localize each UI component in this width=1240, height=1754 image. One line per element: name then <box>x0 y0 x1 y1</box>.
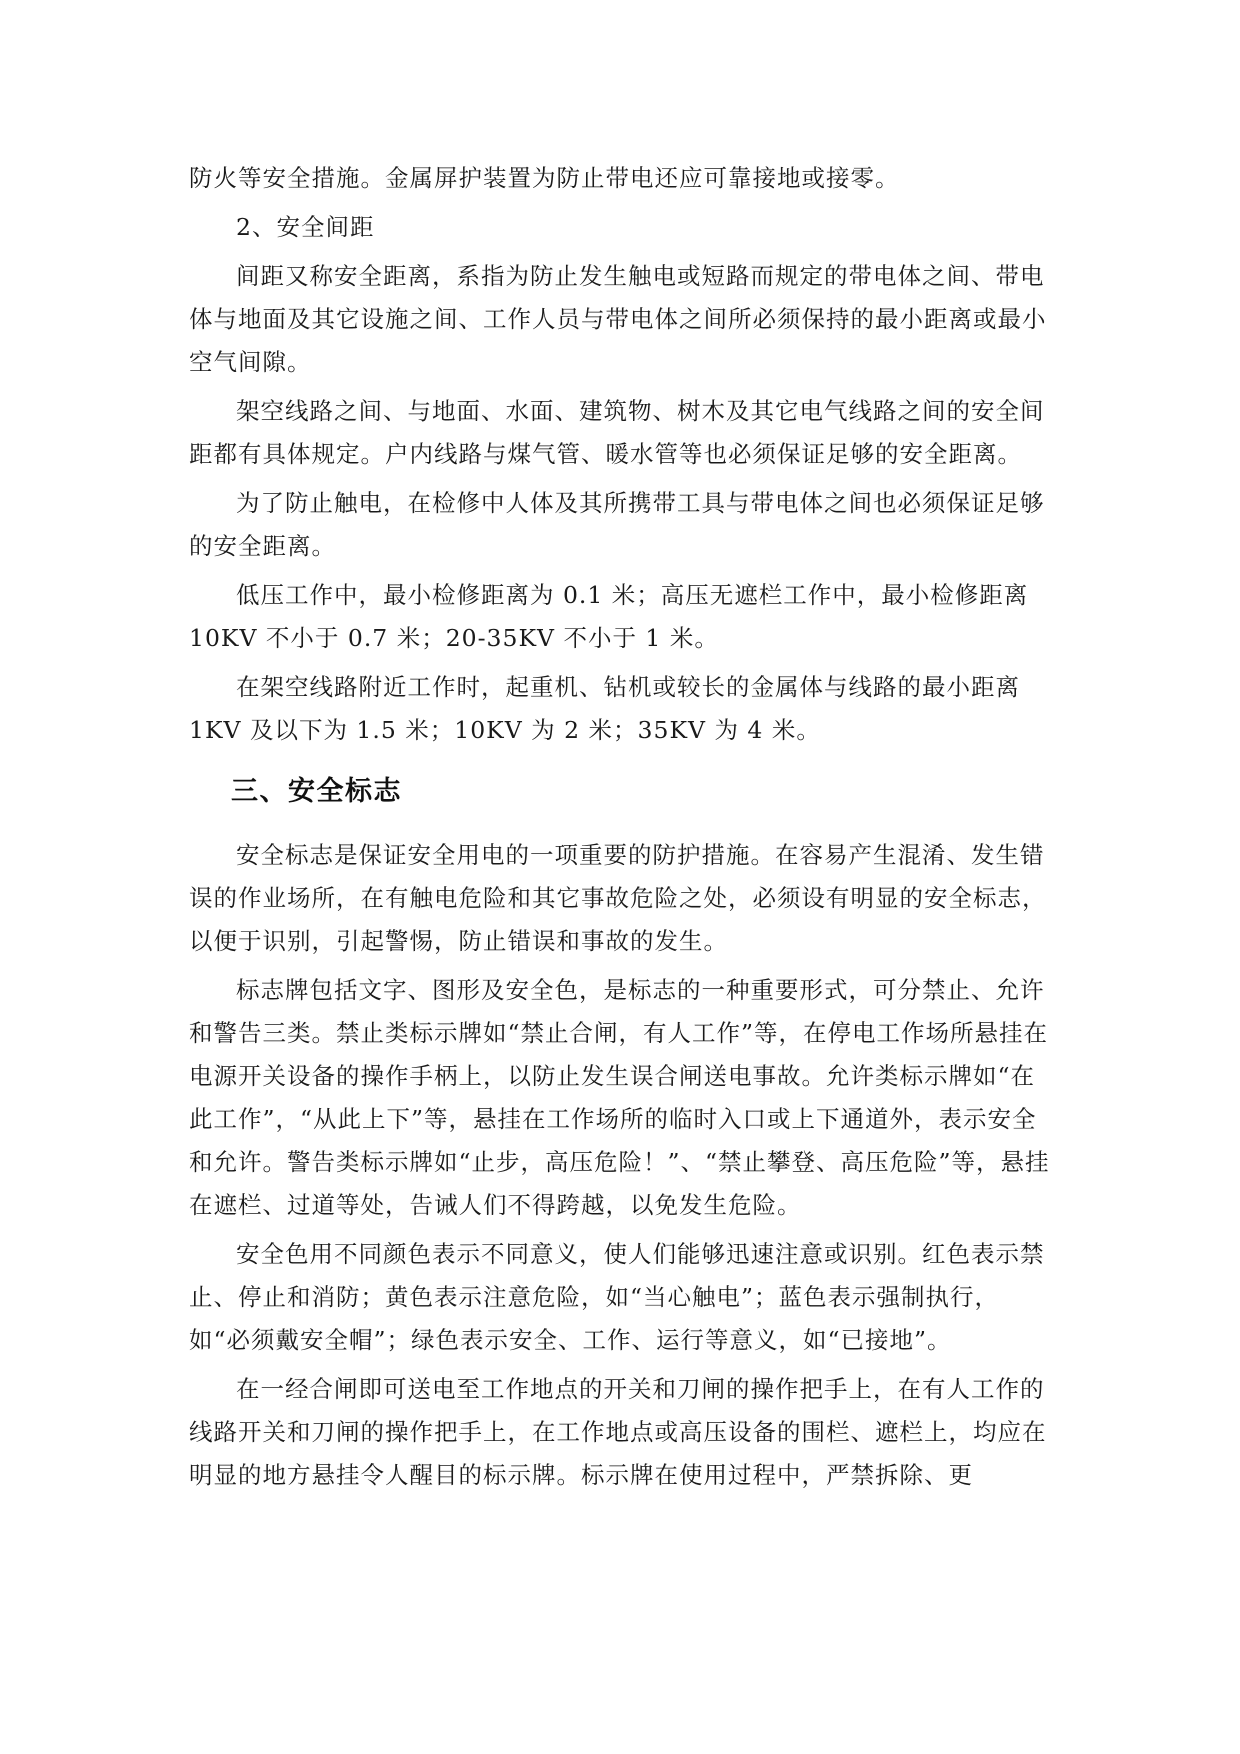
document-body <box>189 157 1055 1503</box>
body-paragraph: 间距又称安全距离，系指为防止发生触电或短路而规定的带电体之间、带电体与地面及其它设施之间、工作人员与带电体之间所必须保持的最小距离或最小空气间隙。 <box>189 262 1047 376</box>
section-title: 三、安全标志 <box>231 776 402 807</box>
subsection-title: 2、安全间距 <box>236 213 375 241</box>
body-paragraph: 低压工作中，最小检修距离为 0.1 米；高压无遮栏工作中，最小检修距离 10KV 不小于 0.7 米；20-35KV 不小于 1 米。 <box>189 581 1029 652</box>
body-paragraph: 安全标志是保证安全用电的一项重要的防护措施。在容易产生混淆、发生错误的作业场所，在有触电危险和其它事故危险之处，必须设有明显的安全标志，以便于识别，引起警惕，防止错误和事故的发生。 <box>189 841 1047 955</box>
body-paragraph: 架空线路之间、与地面、水面、建筑物、树木及其它电气线路之间的安全间距都有具体规定。户内线路与煤气管、暖水管等也必须保证足够的安全距离。 <box>189 397 1045 468</box>
body-paragraph: 安全色用不同颜色表示不同意义，使人们能够迅速注意或识别。红色表示禁止、停止和消防；黄色表示注意危险，如“当心触电”；蓝色表示强制执行，如“必须戴安全帽”；绿色表示安全、工作、运行等意义，如“已接地”。 <box>189 1240 1045 1354</box>
body-paragraph: 标志牌包括文字、图形及安全色，是标志的一种重要形式，可分禁止、允许和警告三类。禁止类标示牌如“禁止合闸，有人工作”等，在停电工作场所悬挂在电源开关设备的操作手柄上，以防止发生误合闸送电事故。允许类标示牌如“在此工作”，“从此上下”等，悬挂在工作场所的临时入口或上下通道外，表示安全和允许。警告类标示牌如“止步，高压危险！”、“禁止攀登、高压危险”等，悬挂在遮栏、过道等处，告诫人们不得跨越，以免发生危险。 <box>189 976 1050 1219</box>
body-paragraph: 为了防止触电，在检修中人体及其所携带工具与带电体之间也必须保证足够的安全距离。 <box>189 489 1045 560</box>
continuation-paragraph: 防火等安全措施。金属屏护装置为防止带电还应可靠接地或接零。 <box>189 164 900 192</box>
body-paragraph: 在一经合闸即可送电至工作地点的开关和刀闸的操作把手上，在有人工作的线路开关和刀闸的操作把手上，在工作地点或高压设备的围栏、遮栏上，均应在明显的地方悬挂令人醒目的标示牌。标示牌在使用过程中，严禁拆除、更 <box>189 1375 1047 1489</box>
body-paragraph: 在架空线路附近工作时，起重机、钻机或较长的金属体与线路的最小距离 1KV 及以下为 1.5 米；10KV 为 2 米；35KV 为 4 米。 <box>189 673 1020 744</box>
